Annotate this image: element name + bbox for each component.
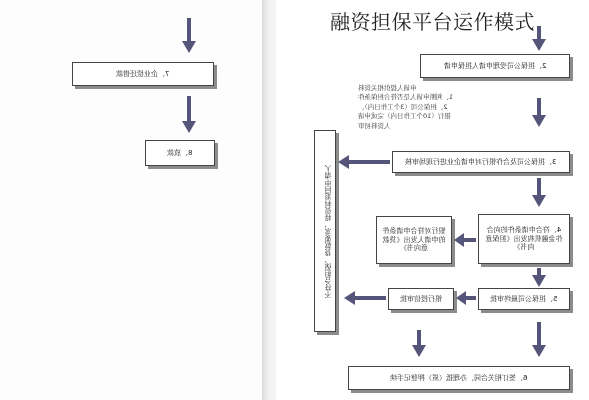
arrow-down-icon xyxy=(532,322,546,358)
arrow-down-icon xyxy=(532,98,546,128)
arrow-down-icon xyxy=(182,18,196,54)
step7-label: 7、企业偿还借款 xyxy=(116,69,170,78)
step4-label: 4、符合申请条件的向合作金融机构发出《担保意向书》 xyxy=(485,225,563,252)
arrow-down-icon xyxy=(532,178,546,208)
arrow-left-icon xyxy=(338,155,390,169)
step8-label: 8、放款 xyxy=(167,148,193,157)
arrow-left-icon xyxy=(454,233,476,247)
step3-box xyxy=(392,151,570,173)
requirements-note xyxy=(358,84,494,148)
step2-box xyxy=(420,54,570,78)
note-line: 银行（10个工作日内）完成申请 xyxy=(358,112,451,121)
bank-issue-box xyxy=(376,216,452,264)
step7-box xyxy=(72,62,214,86)
arrow-down-icon xyxy=(412,330,426,358)
note-line: 1、判断申请人是否符合担保条件 xyxy=(358,93,454,102)
step5-box xyxy=(478,288,570,310)
arrow-left-icon xyxy=(344,291,386,305)
step3-label: 3、担保公司及合作银行对申请企业进行现场审核 xyxy=(405,157,557,166)
step5-label: 5、担保公司最终审批 xyxy=(490,294,558,303)
arrow-down-icon xyxy=(532,26,546,52)
rejection-box xyxy=(314,130,336,332)
step4-box xyxy=(478,214,570,264)
page-gutter xyxy=(262,0,276,400)
note-line: 申请人提供相关资料 xyxy=(358,84,417,92)
note-line: 2、担保公司（3个工作日内）、 xyxy=(358,102,448,111)
left-page xyxy=(0,0,262,400)
step2-label: 2、担保公司受理申请人担保申请 xyxy=(443,61,547,70)
rejection-label: 不符合担保、贷款要求，将资料退回申请人 xyxy=(324,164,333,298)
bank-review-label: 银行授信审批 xyxy=(400,294,442,303)
arrow-down-icon xyxy=(182,96,196,134)
bank-review-box xyxy=(388,288,454,310)
arrow-down-icon xyxy=(532,268,546,288)
step6-box xyxy=(348,366,570,390)
step8-box xyxy=(145,140,215,166)
arrow-left-icon xyxy=(456,291,476,305)
bank-issue-label: 银行对符合申请条件的申请人发出《贷款意向书》 xyxy=(382,226,446,253)
page-title: 融资担保平台运作模式 xyxy=(330,10,535,34)
step6-label: 6、签订相关合同，办理抵（质）押登记手续 xyxy=(390,373,528,382)
note-line: 人资料初审 xyxy=(358,121,391,130)
